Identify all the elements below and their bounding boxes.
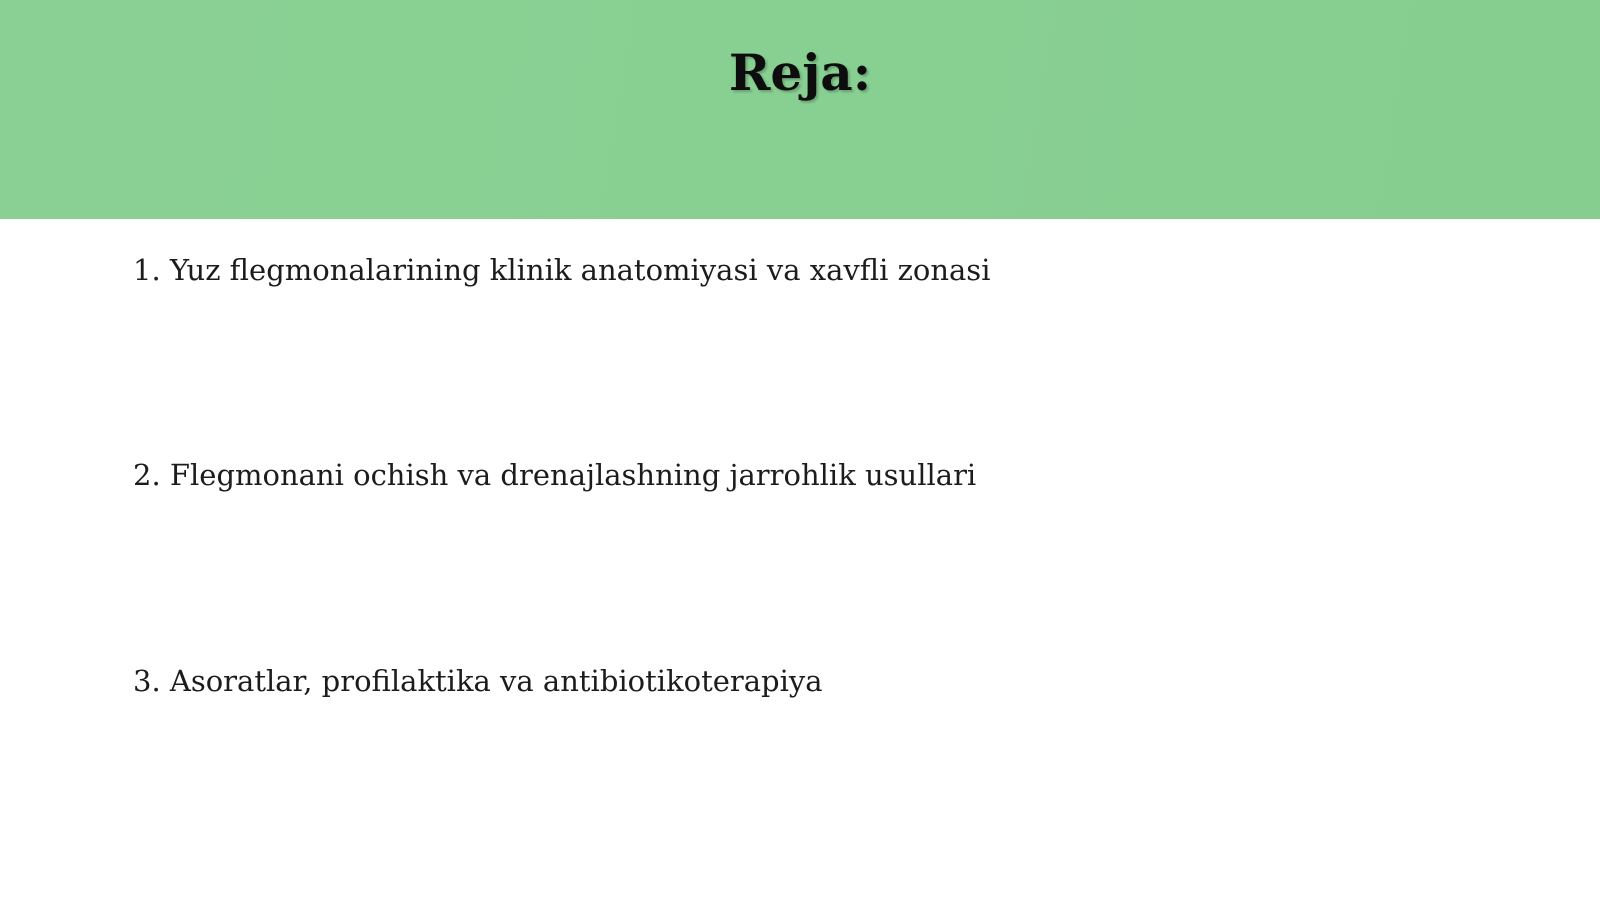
- plan-item-2: 2. Flegmonani ochish va drenajlashning jarrohlik usullari: [133, 458, 977, 492]
- header-band: [0, 0, 1600, 219]
- slide-title: Reja:: [728, 43, 872, 102]
- plan-item-3: 3. Asoratlar, profilaktika va antibiotikoterapiya: [133, 664, 823, 698]
- plan-item-1: 1. Yuz flegmonalarining klinik anatomiyasi va xavfli zonasi: [133, 253, 991, 287]
